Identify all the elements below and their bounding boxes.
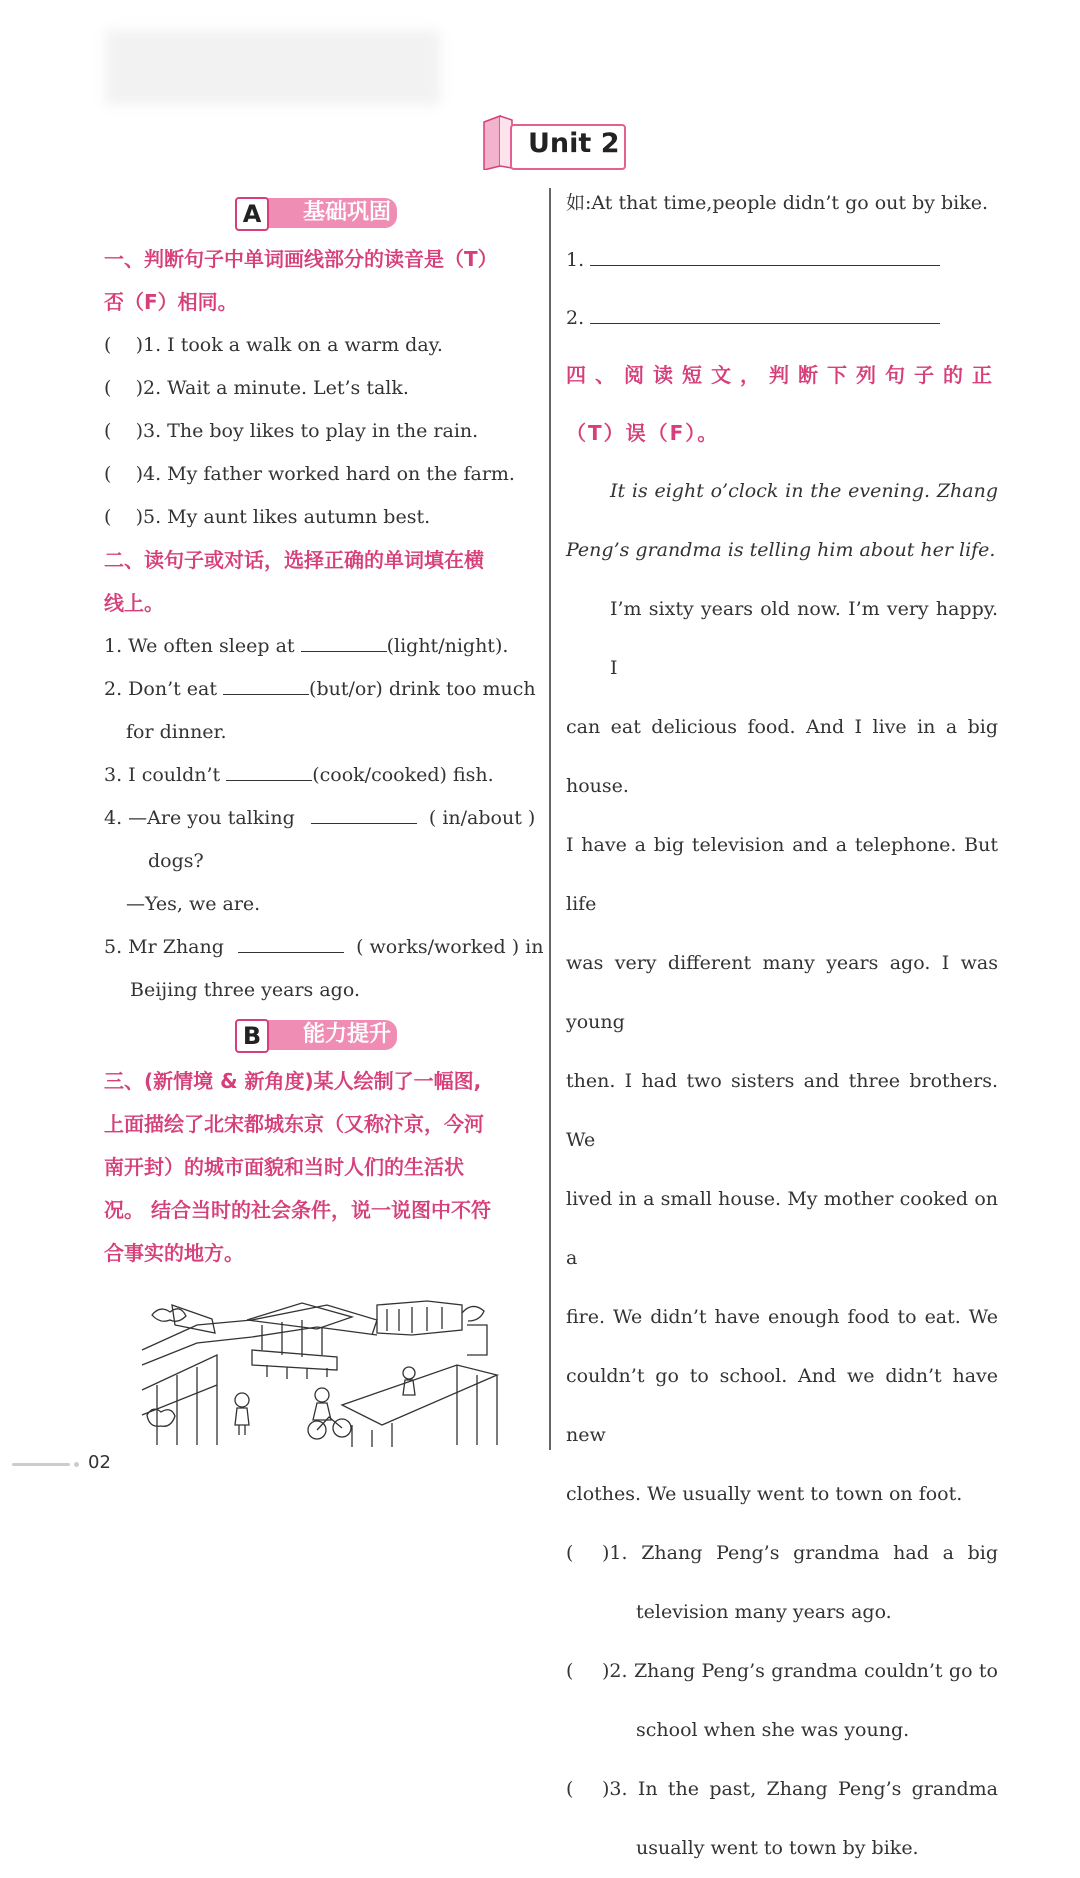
q3-line: 上面描绘了北宋都城东京（又称汴京，今河 [104, 1112, 484, 1136]
answer-blank[interactable] [590, 245, 940, 266]
q1-item-text: )2. Wait a minute. Let’s talk. [135, 377, 409, 399]
q2-options: (cook/cooked) fish. [312, 764, 494, 786]
q2-options: (light/night). [386, 635, 509, 657]
tf-question-3 [566, 1760, 998, 1878]
answer-bracket[interactable]: ( [104, 506, 112, 528]
answer-bracket[interactable]: ( [566, 1660, 574, 1682]
page-number-dot [74, 1462, 79, 1467]
q1-item [104, 496, 536, 539]
story-intro [566, 462, 998, 580]
story-line: clothes. We usually went to town on foot. [566, 1483, 963, 1505]
section-a-label: 基础巩固 [257, 198, 397, 228]
q1-item [104, 453, 536, 496]
fill-blank[interactable] [238, 932, 344, 953]
story-line: fire. We didn’t have enough food to eat. We [566, 1306, 998, 1328]
answer-line-1 [566, 230, 998, 290]
q2-sentence-2 [104, 668, 536, 711]
q2-text: 3. I couldn’t [104, 764, 221, 786]
q2-text: 1. We often sleep at [104, 635, 295, 657]
story-line: was very different many years ago. I was young [566, 952, 998, 1033]
q2-text: Beijing three years ago. [130, 979, 360, 1001]
answer-bracket[interactable]: ( [566, 1778, 574, 1800]
tf-text: television many years ago. [636, 1601, 892, 1623]
fill-blank[interactable] [223, 674, 309, 695]
story-line: I’m sixty years old now. I’m very happy. I [610, 598, 998, 679]
section-a-badge [235, 194, 405, 234]
q1-item [104, 410, 536, 453]
q2-options: (but/or) drink too much [309, 678, 536, 700]
q1-heading [104, 238, 536, 324]
q2-sentence-1 [104, 625, 536, 668]
column-divider [549, 188, 551, 1450]
q2-options: ( works/worked ) in [356, 936, 544, 958]
section-b-label: 能力提升 [257, 1020, 397, 1050]
q2-sentence-3 [104, 754, 536, 797]
q2-text: 5. Mr Zhang [104, 936, 224, 958]
q1-item-text: )5. My aunt likes autumn best. [135, 506, 431, 528]
fill-blank[interactable] [226, 760, 312, 781]
answer-bracket[interactable]: ( [104, 463, 112, 485]
blurred-header-area [105, 30, 440, 105]
answer-bracket[interactable]: ( [104, 420, 112, 442]
city-illustration [137, 1295, 502, 1450]
q4-heading-line1: 四、阅读短文，判断下列句子的正 [566, 363, 998, 387]
answer-label: 2. [566, 307, 585, 329]
section-b-badge [235, 1016, 405, 1056]
q1-item-text: )4. My father worked hard on the farm. [135, 463, 515, 485]
q1-heading-line1: 一、判断句子中单词画线部分的读音是（T） [104, 247, 498, 271]
answer-label: 1. [566, 249, 585, 271]
page-number [10, 1450, 120, 1480]
section-a-letter: A [235, 197, 269, 231]
q2-sentence-4 [104, 797, 536, 840]
q2-heading [104, 539, 536, 625]
q1-item-text: )3. The boy likes to play in the rain. [135, 420, 479, 442]
answer-bracket[interactable]: ( [104, 334, 112, 356]
q1-item [104, 324, 536, 367]
q3-heading [104, 1060, 536, 1275]
page-number-bar [12, 1463, 70, 1466]
q2-text: dogs? [148, 850, 204, 872]
story-body [566, 580, 998, 1524]
tf-text: usually went to town by bike. [636, 1837, 919, 1859]
q2-heading-line2: 线上。 [104, 591, 164, 615]
q2-text: for dinner. [126, 721, 227, 743]
story-line: I have a big television and a telephone. But life [566, 834, 998, 915]
q2-options: ( in/about ) [428, 807, 536, 829]
q3-line: 三、(新情境 & 新角度)某人绘制了一幅图, [104, 1069, 482, 1093]
fill-blank[interactable] [301, 631, 387, 652]
section-b-letter: B [235, 1019, 269, 1053]
q1-heading-line2: 否（F）相同。 [104, 290, 238, 314]
q2-heading-line1: 二、读句子或对话，选择正确的单词填在横 [104, 548, 484, 572]
story-line: Peng’s grandma is telling him about her life. [566, 539, 996, 561]
story-line: It is eight o’clock in the evening. Zhang [610, 480, 998, 502]
tf-question-2 [566, 1642, 998, 1760]
q2-text: 4. —Are you talking [104, 807, 295, 829]
q2-text: —Yes, we are. [126, 893, 261, 915]
q3-line: 南开封）的城市面貌和当时人们的生活状 [104, 1155, 464, 1179]
answer-bracket[interactable]: ( [104, 377, 112, 399]
fill-blank[interactable] [311, 803, 417, 824]
unit-title-banner [480, 112, 630, 170]
unit-title-box [510, 124, 626, 170]
tf-question-1 [566, 1524, 998, 1642]
answer-line-2 [566, 290, 998, 346]
answer-bracket[interactable]: ( [566, 1542, 574, 1564]
q4-heading [566, 346, 998, 462]
q1-item [104, 367, 536, 410]
tf-text: )1. Zhang Peng’s grandma had a big [602, 1542, 998, 1564]
tf-text: )2. Zhang Peng’s grandma couldn’t go to [602, 1660, 998, 1682]
q2-text: 2. Don’t eat [104, 678, 217, 700]
q4-heading-line2: （T）误（F）。 [566, 421, 720, 445]
q3-line: 况。 结合当时的社会条件，说一说图中不符 [104, 1198, 491, 1222]
story-line: can eat delicious food. And I live in a big house. [566, 716, 998, 797]
tf-text: )3. In the past, Zhang Peng’s grandma [602, 1778, 998, 1800]
unit-title-text: Unit 2 [528, 128, 620, 159]
story-line: couldn’t go to school. And we didn’t have new [566, 1365, 998, 1446]
right-column [566, 176, 998, 1878]
example-sentence: 如:At that time,people didn’t go out by bike. [566, 192, 989, 214]
story-line: then. I had two sisters and three brothers. We [566, 1070, 998, 1151]
story-line: lived in a small house. My mother cooked on a [566, 1188, 998, 1269]
page-number-text: 02 [88, 1452, 111, 1473]
answer-blank[interactable] [590, 303, 940, 324]
left-column [104, 190, 544, 1275]
tf-text: school when she was young. [636, 1719, 910, 1741]
q1-item-text: )1. I took a walk on a warm day. [135, 334, 443, 356]
q3-line: 合事实的地方。 [104, 1241, 244, 1265]
q2-sentence-5 [104, 926, 544, 969]
